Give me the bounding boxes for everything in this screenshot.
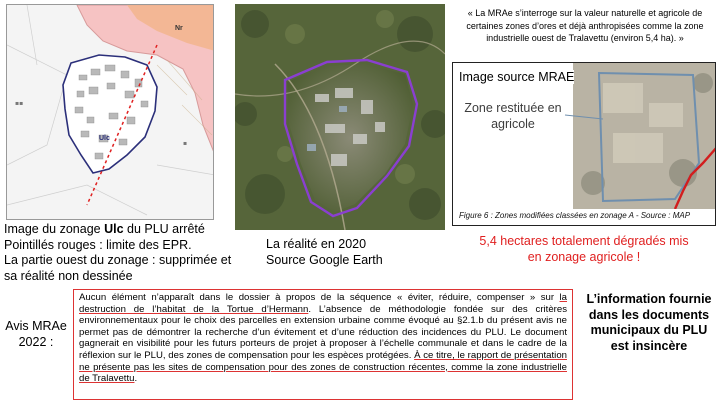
aerial-caption-line-1: La réalité en 2020 — [266, 237, 367, 251]
zone-label-ulc: Ulc — [99, 135, 110, 142]
mrae-source-image — [452, 62, 716, 226]
conclusion-text: L’information fournie dans les documents municipaux du PLU est insincère — [586, 292, 712, 353]
zone-restituee-label: Zone restituée en agricole — [464, 101, 562, 131]
avis-part-3: . L’absence de méthodologie fondée sur des critères environnementaux pour le choix des parcelles en extension urbaine comme évoqué au §2.1.b du présent avis ne permet pas de démontrer la recherche d’un évitement et d’une réduction des incidences du PLU. Le document gagnerait en visibilité pour les futurs porteurs de projet à proposer à l’échelle communale et dans le cadre de la réflexion sur le PLU, des zones de compensation pour les espèces protégées. — [79, 303, 567, 361]
caption-line-1: Image du zonage Ulc du PLU arrêté — [4, 222, 205, 236]
plu-zoning-caption — [4, 222, 236, 284]
mrae-drawing — [453, 63, 716, 226]
avis-underlined-2: À ce titre, le rapport de présentation ne présente pas les sites de compensation pour des zones de construction récentes, comme la zone industrielle de Tralavettu — [79, 349, 567, 385]
svg-text:▪: ▪ — [183, 140, 188, 147]
aerial-caption — [266, 236, 446, 268]
avis-label: Avis MRAe 2022 : — [5, 319, 67, 349]
plu-zoning-drawing — [7, 5, 214, 220]
avis-text-box — [73, 289, 573, 400]
caption-line-3: La partie ouest du zonage : supprimée et sa réalité non dessinée — [4, 253, 232, 283]
mrae-image-title: Image source MRAE — [459, 70, 575, 84]
mrae-quote: « La MRAe s’interroge sur la valeur naturelle et agricole de certaines zones d’ores et déjà anthropisées comme la zone industrielle ouest de Tralavettu (environ 5,4 ha). » — [466, 8, 704, 43]
aerial-drawing — [235, 4, 445, 230]
zone-label-nr: Nr — [175, 25, 183, 32]
avis-part-1: Aucun élément n’apparaît dans le dossier à propos de la séquence « éviter, réduire, compenser » sur — [79, 292, 560, 303]
svg-text:▪▪: ▪▪ — [15, 100, 24, 107]
caption-line-2: Pointillés rouges : limite des EPR. — [4, 237, 192, 252]
degraded-caption: 5,4 hectares totalement dégradés mis en zonage agricole ! — [479, 234, 689, 264]
figure-caption: Figure 6 : Zones modifiées classées en zonage A - Source : MAP — [459, 211, 691, 220]
aerial-photo — [235, 4, 445, 230]
avis-underlined-1: la destruction de l’habitat de la Tortue d’Hermann — [79, 292, 567, 315]
avis-part-5: . — [134, 373, 138, 385]
aerial-caption-line-2: Source Google Earth — [266, 253, 383, 267]
plu-zoning-map — [6, 4, 214, 220]
